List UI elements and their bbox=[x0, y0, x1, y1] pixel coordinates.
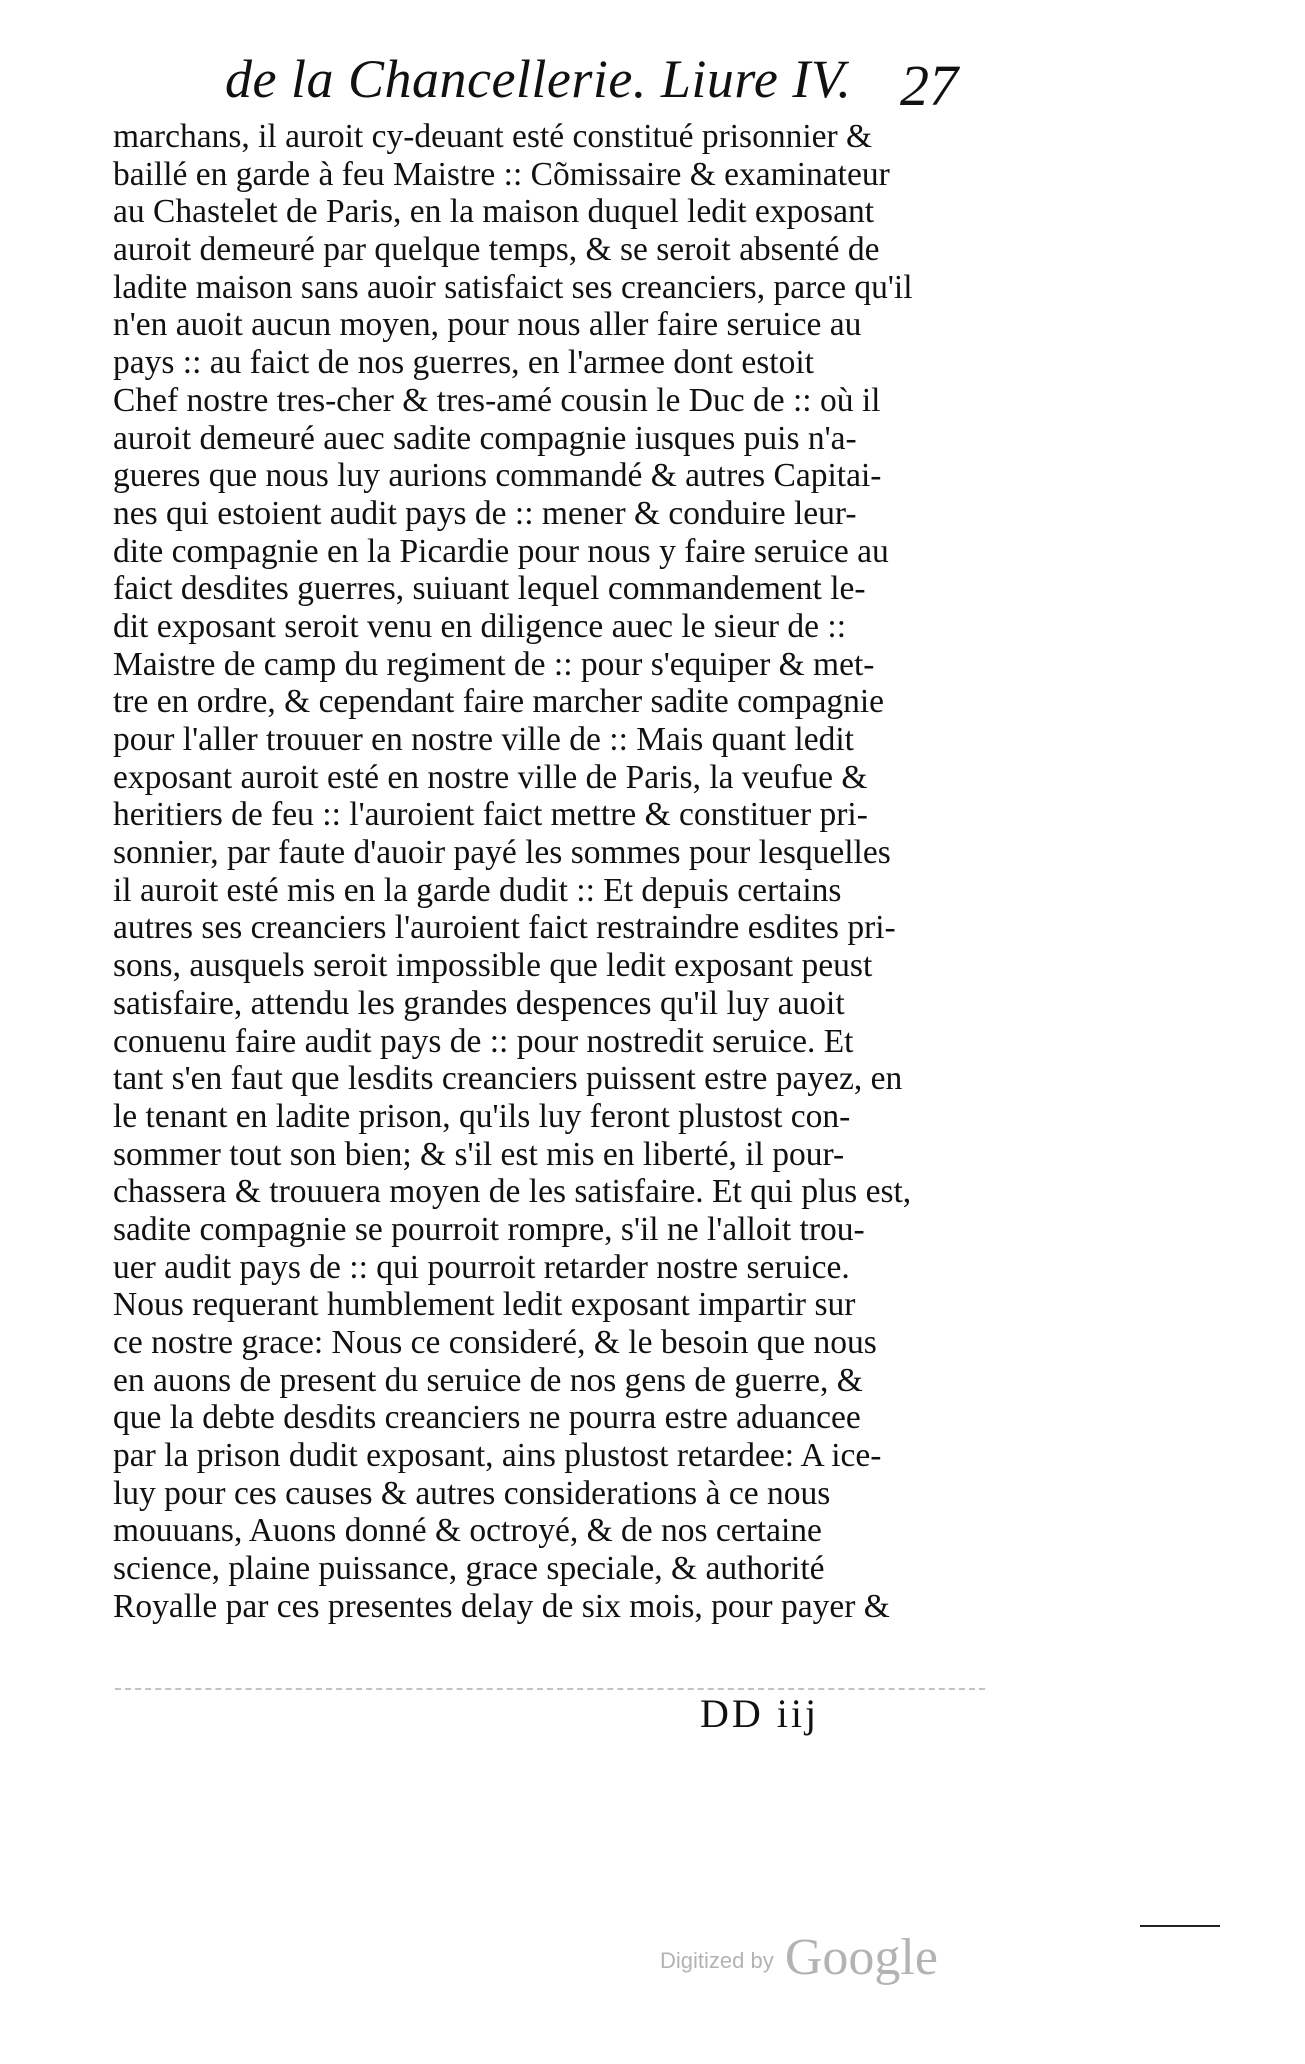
text-line: sadite compagnie se pourroit rompre, s'il ne l'alloit trou- bbox=[113, 1210, 865, 1248]
text-line: science, plaine puissance, grace speciale, & authorité bbox=[113, 1550, 825, 1588]
text-line: sons, ausquels seroit impossible que ledit exposant peust bbox=[113, 947, 873, 985]
text-line: ce nostre grace: Nous ce consideré, & le besoin que nous bbox=[113, 1324, 877, 1361]
text-line: dite compagnie en la Picardie pour nous y faire seruice au bbox=[113, 532, 889, 570]
text-line: chassera & trouuera moyen de les satisfaire. Et qui plus est, bbox=[113, 1173, 912, 1211]
text-line: par la prison dudit exposant, ains plustost retardee: A ice- bbox=[113, 1437, 882, 1475]
page-number: 27 bbox=[900, 53, 958, 118]
text-line: pour l'aller trouuer en nostre ville de :: Mais quant ledit bbox=[113, 721, 854, 758]
bottom-dashed-rule bbox=[115, 1688, 985, 1690]
text-line: autres ses creanciers l'auroient faict restraindre esdites pri- bbox=[113, 909, 896, 947]
text-line: ladite maison sans auoir satisfaict ses creanciers, parce qu'il bbox=[113, 268, 913, 306]
text-line: sonnier, par faute d'auoir payé les sommes pour lesquelles bbox=[113, 834, 891, 872]
digitized-watermark bbox=[660, 1928, 938, 1987]
text-line: sommer tout son bien; & s'il est mis en liberté, il pour- bbox=[113, 1135, 845, 1173]
text-line: exposant auroit esté en nostre ville de Paris, la veufue & bbox=[113, 758, 868, 796]
text-line: dit exposant seroit venu en diligence auec le sieur de :: bbox=[113, 607, 847, 645]
text-line: heritiers de feu :: l'auroient faict mettre & constituer pri- bbox=[113, 796, 868, 834]
running-head-title: de la Chancellerie. Liure IV. bbox=[225, 49, 852, 109]
watermark-brand: Google bbox=[784, 1929, 938, 1986]
text-line: tre en ordre, & cependant faire marcher sadite compagnie bbox=[113, 683, 885, 721]
text-line: Maistre de camp du regiment de :: pour s'equiper & met- bbox=[113, 645, 875, 683]
text-line: tant s'en faut que lesdits creanciers puissent estre payez, en bbox=[113, 1060, 903, 1098]
text-line: que la debte desdits creanciers ne pourra estre aduancee bbox=[113, 1399, 861, 1437]
text-line: baillé en garde à feu Maistre :: Cõmissaire & examinateur bbox=[113, 155, 890, 193]
body-text bbox=[113, 118, 993, 1626]
watermark-prefix: Digitized by bbox=[660, 1948, 774, 1973]
text-line: conuenu faire audit pays de :: pour nostredit seruice. Et bbox=[113, 1022, 854, 1060]
text-line: il auroit esté mis en la garde dudit :: Et depuis certains bbox=[113, 871, 842, 909]
text-line: mouuans, Auons donné & octroyé, & de nos certaine bbox=[113, 1512, 822, 1550]
text-line: gueres que nous luy aurions commandé & autres Capitai- bbox=[113, 457, 882, 495]
text-line: en auons de present du seruice de nos gens de guerre, & bbox=[113, 1361, 863, 1399]
text-line: auroit demeuré auec sadite compagnie iusques puis n'a- bbox=[113, 419, 857, 457]
text-line: n'en auoit aucun moyen, pour nous aller faire seruice au bbox=[113, 306, 862, 344]
text-line: au Chastelet de Paris, en la maison duquel ledit exposant bbox=[113, 193, 875, 231]
text-line: marchans, il auroit cy-deuant esté constitué prisonnier & bbox=[113, 118, 873, 155]
text-line: le tenant en ladite prison, qu'ils luy feront plustost con- bbox=[113, 1097, 851, 1135]
text-line: Chef nostre tres-cher & tres-amé cousin le Duc de :: où il bbox=[113, 381, 881, 419]
text-line: Royalle par ces presentes delay de six mois, pour payer & bbox=[113, 1587, 890, 1625]
text-line: faict desdites guerres, suiuant lequel commandement le- bbox=[113, 570, 866, 608]
text-line: uer audit pays de :: qui pourroit retarder nostre seruice. bbox=[113, 1248, 850, 1286]
text-line: Nous requerant humblement ledit exposant impartir sur bbox=[113, 1286, 856, 1324]
text-line: nes qui estoient audit pays de :: mener & conduire leur- bbox=[113, 494, 857, 532]
text-line: luy pour ces causes & autres considerations à ce nous bbox=[113, 1474, 831, 1512]
signature-mark: DD iij bbox=[700, 1691, 820, 1736]
margin-rule bbox=[1140, 1925, 1220, 1927]
text-line: satisfaire, attendu les grandes despences qu'il luy auoit bbox=[113, 984, 845, 1022]
text-line: auroit demeuré par quelque temps, & se seroit absenté de bbox=[113, 231, 880, 269]
text-line: pays :: au faict de nos guerres, en l'armee dont estoit bbox=[113, 344, 814, 382]
